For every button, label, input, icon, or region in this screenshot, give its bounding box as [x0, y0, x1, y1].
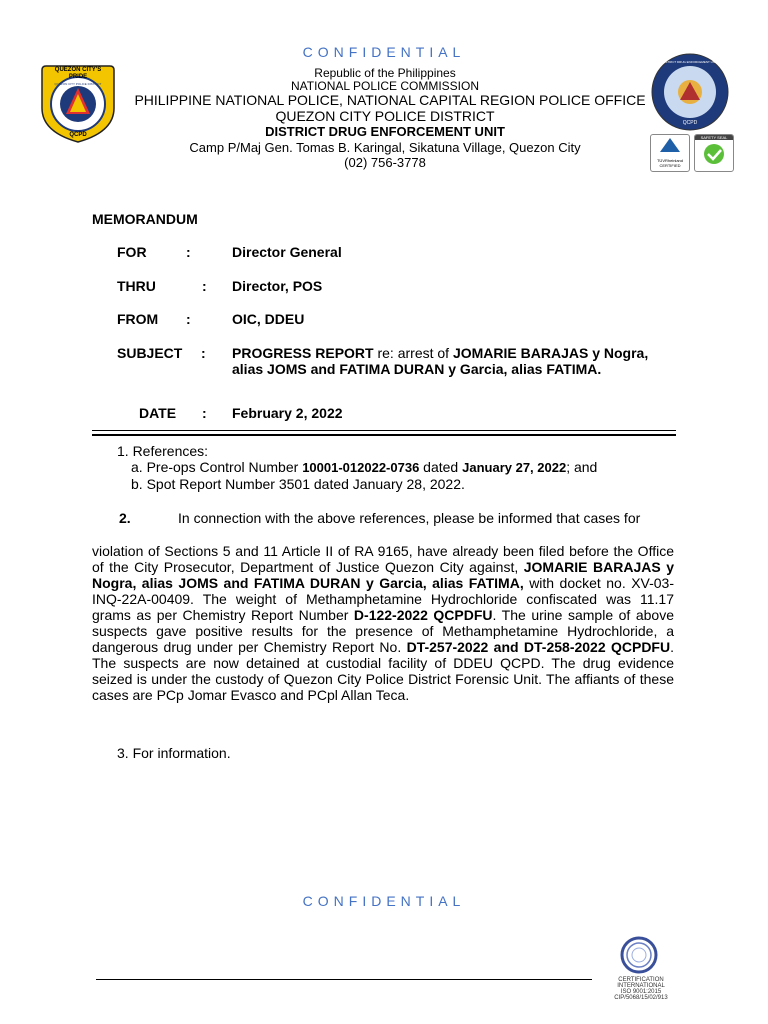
subject-value	[232, 345, 652, 377]
qcpd-logo-top-text: QUEZON CITY'S	[54, 67, 102, 73]
divider-top	[92, 430, 676, 431]
para2-first-line: In connection with the above references, please be informed that cases for	[178, 510, 641, 526]
reference-a-control-number: 10001-012022-0736	[302, 460, 420, 475]
from-value: OIC, DDEU	[232, 311, 305, 327]
date-label: DATE	[139, 405, 177, 421]
from-colon: :	[186, 311, 191, 327]
para2-report-number: D-122-2022 QCPDFU	[353, 607, 493, 623]
subject-label: SUBJECT	[117, 345, 183, 361]
subject-progress-report: PROGRESS REPORT	[232, 345, 374, 361]
qcpd-logo-year: 1939	[72, 122, 84, 128]
para2-number: 2.	[119, 510, 131, 526]
memorandum-title: MEMORANDUM	[92, 211, 198, 227]
unit-line: DISTRICT DRUG ENFORCEMENT UNIT	[265, 124, 505, 139]
cert-line-1: CERTIFICATION	[618, 977, 664, 983]
address-line: Camp P/Maj Gen. Tomas B. Karingal, Sikatuna Village, Quezon City	[189, 140, 581, 155]
date-value: February 2, 2022	[232, 405, 343, 421]
divider-bottom	[92, 434, 676, 436]
subject-colon: :	[201, 345, 206, 361]
date-colon: :	[202, 405, 207, 421]
para2-part-5: . The urine sample of above suspects gave positive results for the presence of Methamphetamine Hydrochloride, a dangerous drug under per Chemistry Report No.	[92, 607, 674, 655]
qcpd-logo-ring-text: QUEZON CITY POLICE DISTRICT	[54, 82, 102, 86]
para2-names: JOMARIE BARAJAS y Nogra, alias JOMS and FATIMA DURAN y Garcia, alias FATIMA,	[92, 559, 675, 591]
subject-names: JOMARIE BARAJAS y Nogra, alias JOMS and FATIMA DURAN y Garcia, alias FATIMA.	[232, 345, 649, 377]
thru-label: THRU	[117, 278, 156, 294]
qcpd-logo-bottom-text: QCPD	[69, 132, 87, 138]
ddeu-logo	[650, 52, 730, 132]
reference-a-dated: dated	[419, 459, 463, 475]
para2-part-1: violation of Sections 5 and 11 Article II of RA 9165, have already been filed before the Office of the City Prosecutor, Department of Justice Quezon City against,	[92, 543, 674, 575]
safety-seal-text: SAFETY SEAL	[695, 135, 733, 140]
from-label: FROM	[117, 311, 159, 327]
district-line: QUEZON CITY POLICE DISTRICT	[275, 108, 495, 124]
para2-dt-reports: DT-257-2022 and DT-258-2022 QCPDFU	[406, 639, 671, 655]
cert-line-4: CIP/5068/15/02/913	[614, 995, 668, 1001]
reference-a-prefix: a. Pre-ops Control Number	[131, 459, 303, 475]
references-heading: 1. References:	[117, 443, 209, 459]
para3: 3. For information.	[117, 745, 231, 761]
tuv-badge-text: TÜVRheinland CERTIFIED	[656, 158, 683, 168]
commission-line: NATIONAL POLICE COMMISSION	[290, 79, 480, 93]
for-colon: :	[186, 244, 191, 260]
para2-part-3: with docket no. XV-03-INQ-22A-00409. The weight of Methamphetamine Hydrochloride confiscated was 11.17 grams as per Chemistry Report Number	[92, 575, 675, 623]
cert-line-3: ISO 9001:2015	[620, 989, 662, 995]
para2-body	[92, 543, 674, 703]
thru-value: Director, POS	[232, 278, 323, 294]
tuv-badge	[650, 134, 690, 172]
certification-logo	[598, 932, 684, 1008]
for-value: Director General	[232, 244, 342, 260]
thru-colon: :	[202, 278, 207, 294]
confidential-header: CONFIDENTIAL	[302, 44, 466, 60]
cert-line-2: INTERNATIONAL	[617, 983, 665, 989]
ddeu-logo-ring-text: DISTRICT DRUG ENFORCEMENT UNIT	[662, 60, 718, 64]
footer-rule	[96, 979, 592, 980]
ddeu-logo-bottom-text: QCPD	[682, 120, 698, 126]
qcpd-logo-pride-text: PRIDE	[68, 74, 88, 80]
safety-seal-badge	[694, 134, 734, 172]
reference-a-date: January 27, 2022	[462, 460, 567, 475]
subject-re: re: arrest of	[373, 345, 453, 361]
reference-a	[131, 459, 597, 476]
pnp-line: PHILIPPINE NATIONAL POLICE, NATIONAL CAPITAL REGION POLICE OFFICE	[134, 92, 646, 108]
reference-a-suffix: ; and	[566, 459, 598, 475]
reference-b: b. Spot Report Number 3501 dated January 28, 2022.	[131, 476, 465, 492]
para2-part-7: . The suspects are now detained at custodial facility of DDEU QCPD. The drug evidence seized is under the custody of Quezon City Police District Forensic Unit. The affiants of these cases are PCp Jomar Evasco and PCpl Allan Teca.	[92, 639, 674, 703]
phone-line: (02) 756-3778	[344, 155, 426, 170]
confidential-footer: CONFIDENTIAL	[302, 893, 466, 909]
republic-line: Republic of the Philippines	[314, 66, 456, 80]
for-label: FOR	[117, 244, 147, 260]
